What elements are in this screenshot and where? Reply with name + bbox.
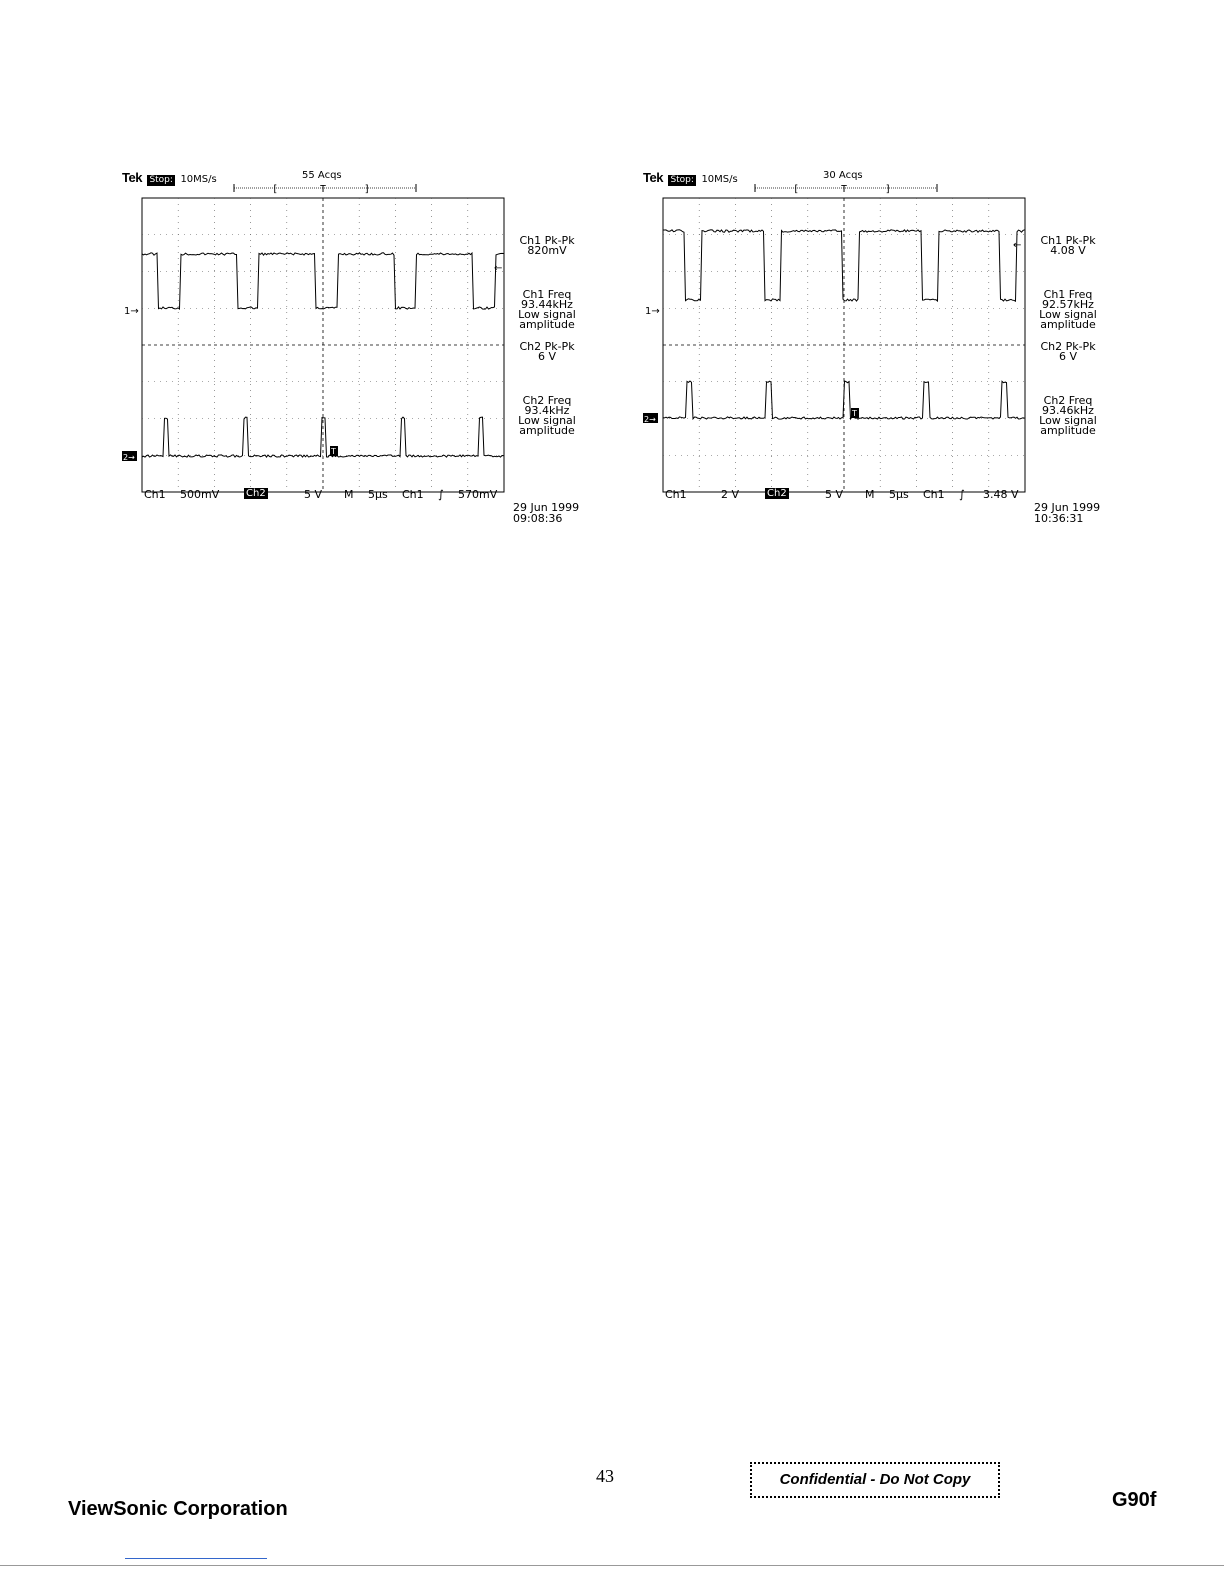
measurement-ch2-pkpk: Ch2 Pk-Pk 6 V <box>1040 340 1096 363</box>
graticule <box>142 198 504 492</box>
confidential-notice: Confidential - Do Not Copy <box>750 1462 1000 1498</box>
ch1-scale: 500mV <box>180 488 220 501</box>
ch2-scale: 5 V <box>304 488 323 501</box>
ch1-label: Ch1 <box>144 488 166 501</box>
capture-timestamp <box>1034 502 1100 524</box>
measurement-ch1-freq: Ch1 Freq 92.57kHz Low signal amplitude <box>1039 288 1097 331</box>
ch2-marker: 2→ <box>123 453 135 462</box>
capture-time: 10:36:31 <box>1034 512 1084 525</box>
trigger-slope: ∫ <box>959 488 965 501</box>
model-name: G90f <box>1112 1489 1157 1511</box>
capture-timestamp <box>513 502 579 524</box>
timebase-scale: 5µs <box>889 488 909 501</box>
ch2-marker: 2→ <box>644 415 656 424</box>
company-name: ViewSonic Corporation <box>68 1498 288 1520</box>
trigger-marker: T <box>331 447 336 456</box>
ch1-label: Ch1 <box>665 488 687 501</box>
svg-text:[: [ <box>272 184 279 195</box>
trigger-level: 570mV <box>458 488 498 501</box>
graticule <box>663 198 1025 492</box>
svg-text:]: ] <box>885 184 892 195</box>
trigger-level: 3.48 V <box>983 488 1019 501</box>
svg-text:]: ] <box>364 184 371 195</box>
timebase-scale: 5µs <box>368 488 388 501</box>
svg-text:T: T <box>320 184 327 195</box>
oscilloscope-capture-2 <box>643 170 1123 530</box>
trigger-source: Ch1 <box>402 488 424 501</box>
trigger-source: Ch1 <box>923 488 945 501</box>
svg-text:[: [ <box>793 184 800 195</box>
measurement-ch2-freq: Ch2 Freq 93.4kHz Low signal amplitude <box>518 394 576 437</box>
trigger-marker: T <box>852 409 857 418</box>
acquisition-count: 55 Acqs <box>302 170 342 181</box>
trigger-slope: ∫ <box>438 488 444 501</box>
sample-rate: 10MS/s <box>701 174 738 185</box>
capture-date: 29 Jun 1999 <box>513 501 580 514</box>
measurement-ch1-pkpk: Ch1 Pk-Pk 4.08 V <box>1040 234 1096 257</box>
scope-footer <box>661 488 1036 502</box>
ch1-scale: 2 V <box>721 488 740 501</box>
svg-text:T: T <box>841 184 848 195</box>
ch1-marker: 1→ <box>124 306 139 317</box>
capture-date: 29 Jun 1999 <box>1034 501 1101 514</box>
trigger-level-arrow: ← <box>1013 240 1022 251</box>
link-underline <box>125 1558 267 1559</box>
measurement-ch2-pkpk: Ch2 Pk-Pk 6 V <box>519 340 575 363</box>
measurement-ch1-freq: Ch1 Freq 93.44kHz Low signal amplitude <box>518 288 576 331</box>
ch1-marker: 1→ <box>645 306 660 317</box>
page-number: 43 <box>596 1466 614 1486</box>
trigger-level-arrow: ← <box>494 263 503 274</box>
timebase-label: M <box>865 488 875 501</box>
ch2-label: Ch2 <box>767 488 787 499</box>
stop-badge: Stop: <box>149 175 173 185</box>
measurement-ch2-freq: Ch2 Freq 93.46kHz Low signal amplitude <box>1039 394 1097 437</box>
sample-rate: 10MS/s <box>180 174 217 185</box>
capture-time: 09:08:36 <box>513 512 563 525</box>
tek-logo: Tek <box>643 170 663 185</box>
ch2-label: Ch2 <box>246 488 266 499</box>
acquisition-count: 30 Acqs <box>823 170 863 181</box>
scope-footer <box>140 488 515 502</box>
oscilloscope-capture-1 <box>122 170 602 530</box>
tek-logo: Tek <box>122 170 142 185</box>
stop-badge: Stop: <box>670 175 694 185</box>
timebase-label: M <box>344 488 354 501</box>
measurement-ch1-pkpk: Ch1 Pk-Pk 820mV <box>519 234 575 257</box>
bottom-rule <box>0 1565 1224 1566</box>
ch2-scale: 5 V <box>825 488 844 501</box>
